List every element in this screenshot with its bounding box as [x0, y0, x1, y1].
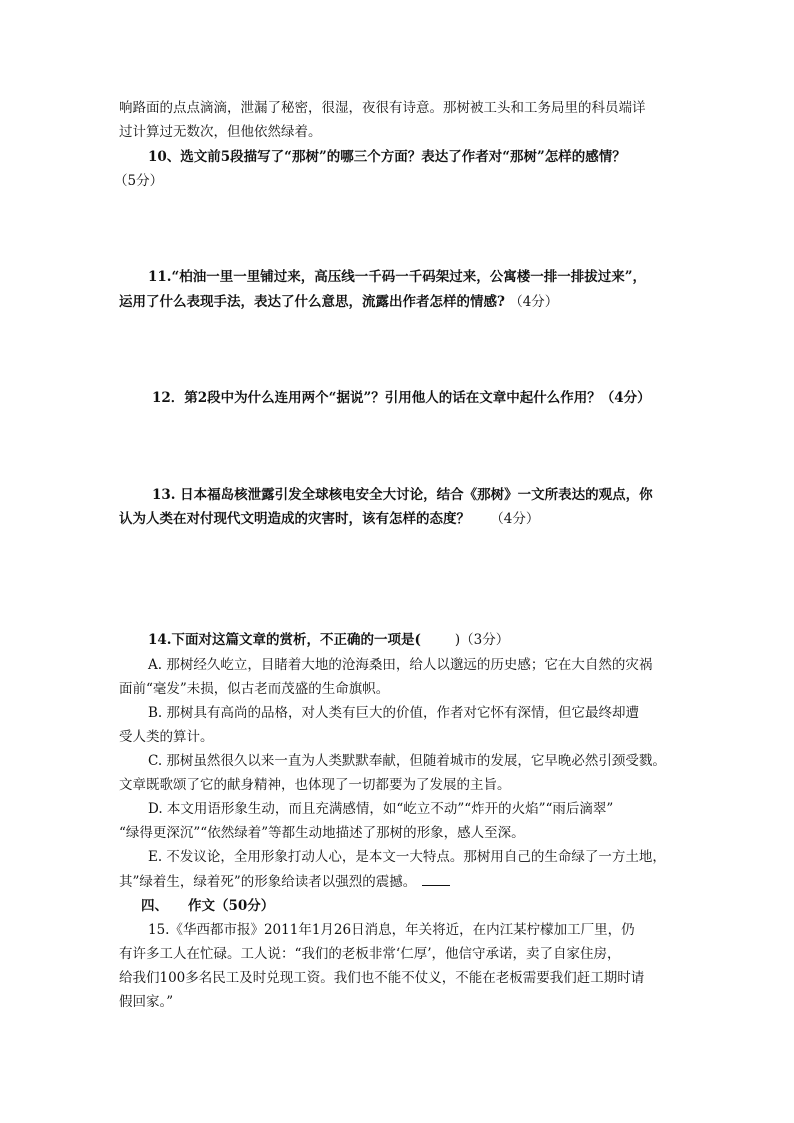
- option-d-line-2: “绿得更深沉”“依然绿着”等都生动地描述了那树的形象，感人至深。: [119, 825, 525, 841]
- option-b-line-1: B. 那树具有高尚的品格，对人类有巨大的价值，作者对它怀有深情，但它最终却遭: [148, 705, 640, 721]
- answer-underline: [422, 871, 450, 886]
- passage-line-1: 响路面的点点滴滴，泄漏了秘密，很湿，夜很有诗意。那树被工头和工务局里的科员端详: [119, 100, 646, 116]
- question-11-line-1: 11.“柏油一里一里铺过来，高压线一千码一千码架过来，公寓楼一排一排拔过来”，: [148, 269, 647, 285]
- option-b-line-2: 受人类的算计。: [119, 729, 214, 745]
- option-e-text: 其”绿着生，绿着死”的形象给读者以强烈的震撼。: [119, 874, 417, 890]
- question-11-text: 运用了什么表现手法，表达了什么意思，流露出作者怎样的情感?: [119, 294, 505, 310]
- question-13-score: （4分）: [490, 511, 540, 527]
- option-a-line-2: 面前“毫发”未损，似古老而茂盛的生命旗帜。: [119, 681, 390, 697]
- question-13-text: 认为人类在对付现代文明造成的灾害时，该有怎样的态度？: [119, 511, 470, 527]
- passage-line-2: 过计算过无数次，但他依然绿着。: [119, 124, 322, 140]
- question-13-line-2: [119, 509, 539, 529]
- question-15-line-1: 15.《华西都市报》2011年1月26日消息，年关将近，在内江某柠檬加工厂里，仍: [148, 922, 635, 938]
- section-4-heading: [141, 896, 274, 916]
- question-14-stem-text: 14.下面对这篇文章的赏析，不正确的一项是(: [148, 632, 421, 648]
- question-10: [148, 147, 626, 167]
- option-e-line-2: [119, 871, 450, 892]
- option-a-line-1: A. 那树经久屹立，目睹着大地的沧海桑田，给人以邈远的历史感；它在大自然的灾祸: [148, 657, 653, 673]
- option-c-line-2: 文章既歌颂了它的献身精神，也体现了一切都要为了发展的主旨。: [119, 777, 511, 793]
- question-12: 12．第2段中为什么连用两个“据说”？引用他人的话在文章中起什么作用？（4分）: [152, 390, 651, 406]
- question-15-line-4: 假回家。”: [119, 994, 174, 1010]
- question-11-score: （4分）: [509, 294, 559, 310]
- question-15-line-3: 给我们100多名民工及时兑现工资。我们也不能不仗义，不能在老板需要我们赶工期时请: [119, 970, 645, 986]
- question-10-text: 10、选文前5段描写了“那树”的哪三个方面？表达了作者对“那树”怎样的感情？: [148, 149, 626, 165]
- question-11-line-2: [119, 292, 558, 312]
- question-15-line-2: 有许多工人在忙碌。工人说：“我们的老板非常‘仁厚’，他信守承诺，卖了自家住房，: [119, 946, 621, 962]
- question-14-stem: [148, 630, 509, 650]
- section-4-title: 作文（50分）: [188, 898, 275, 914]
- question-14-stem-end: )（3分）: [454, 632, 510, 648]
- option-d-line-1: D. 本文用语形象生动，而且充满感情，如“屹立不动”“炸开的火焰”“雨后滴翠”: [148, 801, 614, 817]
- option-c-line-1: C. 那树虽然很久以来一直为人类默默奉献，但随着城市的发展，它早晚必然引颈受戮。: [148, 753, 666, 769]
- option-e-line-1: E. 不发议论，全用形象打动人心，是本文一大特点。那树用自己的生命绿了一方土地，: [148, 849, 666, 865]
- question-13-line-1: 13. 日本福岛核泄露引发全球核电安全大讨论，结合《那树》一文所表达的观点，你: [152, 487, 653, 503]
- question-10-score: （5分）: [114, 173, 164, 189]
- section-4-number: 四、: [141, 898, 168, 914]
